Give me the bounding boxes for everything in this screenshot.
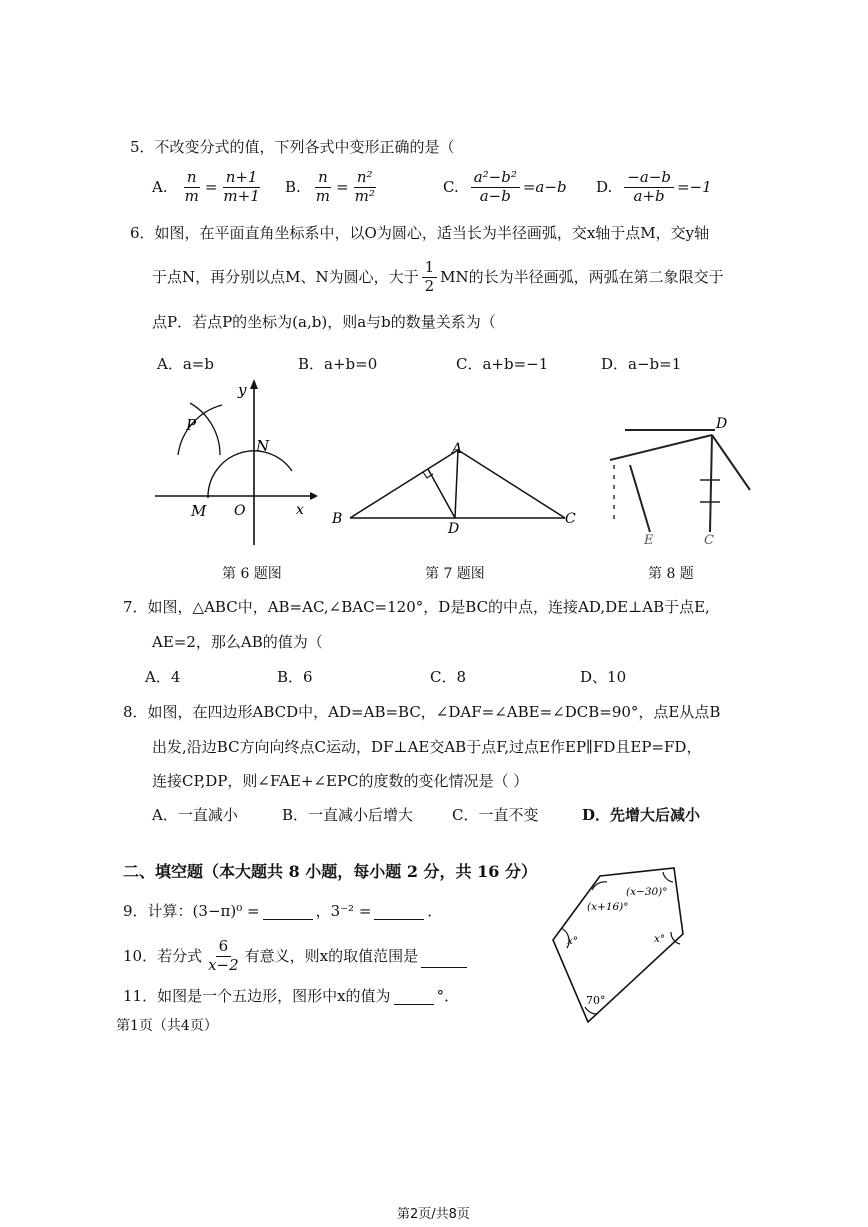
segment-dc xyxy=(710,435,712,532)
side-ac xyxy=(458,450,565,518)
fraction: $\frac{\text{n²}}{\text{m²}}$ xyxy=(354,168,375,205)
q5-option-c xyxy=(443,170,567,205)
q11-blank xyxy=(394,1004,434,1005)
figure-7-triangle xyxy=(330,440,580,540)
label-m: M xyxy=(191,502,207,520)
angle-label-3: x° xyxy=(567,935,579,947)
q8-option-a: A．一直减小 xyxy=(152,806,238,824)
pentagon-figure xyxy=(545,862,695,1027)
q10 xyxy=(123,939,470,974)
angle-label-2: (x−30)° xyxy=(626,886,668,898)
label-d: D xyxy=(716,416,728,432)
q5-option-a xyxy=(152,170,266,205)
q9-blank-1 xyxy=(263,919,313,920)
x-axis-arrow xyxy=(310,492,318,500)
label-d: D xyxy=(448,521,460,537)
figure-6-caption: 第 6 题图 xyxy=(222,566,282,582)
segment-de xyxy=(428,469,455,518)
q9-blank-2 xyxy=(374,919,424,920)
option-label: C. xyxy=(443,178,459,197)
figure-8-caption: 第 8 题 xyxy=(648,566,694,582)
option-label: B. xyxy=(285,178,301,197)
label-b: B xyxy=(332,511,343,527)
q7-option-c: C．8 xyxy=(430,668,467,686)
q8-option-c: C．一直不变 xyxy=(452,806,539,824)
label-n: N xyxy=(256,437,270,455)
q11-text: 11．如图是一个五边形，图形中x的值为 xyxy=(123,987,391,1005)
segment-diag xyxy=(610,435,712,460)
q9-end: ． xyxy=(427,902,443,920)
q10-pre: 10．若分式 xyxy=(123,947,203,966)
q7-line1: 7．如图，△ABC中，AB=AC,∠BAC=120°，D是BC的中点，连接AD,DE⊥AB于点E, xyxy=(123,598,710,616)
q6-line1: 6．如图，在平面直角坐标系中，以O为圆心，适当长为半径画弧，交x轴于点M，交y轴 xyxy=(130,224,710,242)
q8-line3: 连接CP,DP，则∠FAE+∠EPC的度数的变化情况是（ ） xyxy=(152,772,529,790)
q6-option-a: A．a=b xyxy=(157,355,214,373)
q5-stem: 5．不改变分式的值，下列各式中变形正确的是（ xyxy=(130,138,455,156)
q11 xyxy=(123,987,459,1005)
fraction: $\frac{\text{a²−b²}}{a-b}$ xyxy=(471,170,520,205)
fraction: $\frac{-a-b}{a+b}$ xyxy=(624,170,674,205)
q8-line2: 出发,沿边BC方向向终点C运动，DF⊥AE交AB于点F,过点E作EP∥FD且EP=FD， xyxy=(152,738,702,756)
q8-line1: 8．如图，在四边形ABCD中，AD=AB=BC，∠DAF=∠ABE=∠DCB=90°，点E从点B xyxy=(123,703,721,721)
label-x: x xyxy=(296,502,304,518)
page-footer-center: 第2页/共8页 xyxy=(397,1207,470,1222)
q6-line2-pre: 于点N，再分别以点M、N为圆心，大于 xyxy=(152,268,419,287)
right-angle-mark xyxy=(423,472,433,478)
y-axis-arrow xyxy=(250,379,258,389)
q7-line2: AE=2，那么AB的值为（ xyxy=(152,633,323,651)
fraction: $\frac{n}{m}$ xyxy=(184,168,199,205)
section-2-heading: 二、填空题（本大题共 8 小题，每小题 2 分，共 16 分） xyxy=(123,862,537,881)
label-o: O xyxy=(234,503,246,519)
label-c: C xyxy=(565,511,576,527)
tail: =−1 xyxy=(676,178,712,197)
label-y: y xyxy=(238,381,247,399)
q6-line2 xyxy=(152,260,724,295)
q9-pre: 9．计算：(3−π)⁰ = xyxy=(123,902,260,920)
side-ab xyxy=(350,450,458,518)
fraction: $\frac{n+1}{m+1}$ xyxy=(223,168,260,205)
q7-option-b: B．6 xyxy=(277,668,313,686)
q9-mid: ，3⁻² = xyxy=(315,902,372,920)
equals: = xyxy=(204,178,218,197)
q8-option-d: D．先增大后减小 xyxy=(582,806,701,824)
q8-option-b: B．一直减小后增大 xyxy=(282,806,414,824)
fraction: $\frac{n}{m}$ xyxy=(315,168,331,205)
q6-line3: 点P．若点P的坐标为(a,b)，则a与b的数量关系为（ xyxy=(152,313,496,331)
angle-mark xyxy=(663,872,673,882)
q9 xyxy=(123,902,442,920)
angle-label-1: (x+16)° xyxy=(587,901,629,913)
equals: = xyxy=(336,178,349,197)
arc-center-o xyxy=(208,451,292,498)
option-label: A. xyxy=(152,178,168,197)
q6-line2-post: MN的长为半径画弧，两弧在第二象限交于 xyxy=(440,268,724,287)
half-fraction: $\frac{1}{2}$ xyxy=(422,260,438,295)
q10-blank xyxy=(421,967,467,968)
q7-option-a: A．4 xyxy=(145,668,181,686)
q11-end: °． xyxy=(436,987,460,1005)
figure-7-caption: 第 7 题图 xyxy=(425,566,485,582)
q10-fraction: $\frac{6}{x-2}$ xyxy=(208,937,239,974)
q5-option-b xyxy=(285,170,381,205)
angle-label-5: 70° xyxy=(586,994,606,1007)
label-p: P xyxy=(186,416,197,434)
q6-option-b: B．a+b=0 xyxy=(298,355,378,373)
option-label: D. xyxy=(596,178,613,197)
label-e: E xyxy=(644,533,654,548)
label-a: A xyxy=(452,441,463,457)
figure-8-quadrilateral xyxy=(600,410,770,550)
q6-option-d: D．a−b=1 xyxy=(601,355,682,373)
angle-mark xyxy=(585,1007,597,1014)
q5-option-d xyxy=(596,170,712,205)
segment-dp xyxy=(712,435,750,490)
q6-option-c: C．a+b=−1 xyxy=(456,355,549,373)
arc-from-m xyxy=(178,405,222,455)
tail: =a−b xyxy=(522,178,567,197)
angle-label-4: x° xyxy=(654,933,666,945)
q10-post: 有意义，则x的取值范围是 xyxy=(244,947,419,966)
segment-ae xyxy=(630,465,650,532)
segment-ad xyxy=(455,450,458,518)
figure-6-coordinate-diagram xyxy=(150,375,320,555)
q7-option-d: D、10 xyxy=(580,668,627,686)
page-footer-left: 第1页（共4页） xyxy=(116,1018,218,1034)
label-c: C xyxy=(704,533,714,548)
